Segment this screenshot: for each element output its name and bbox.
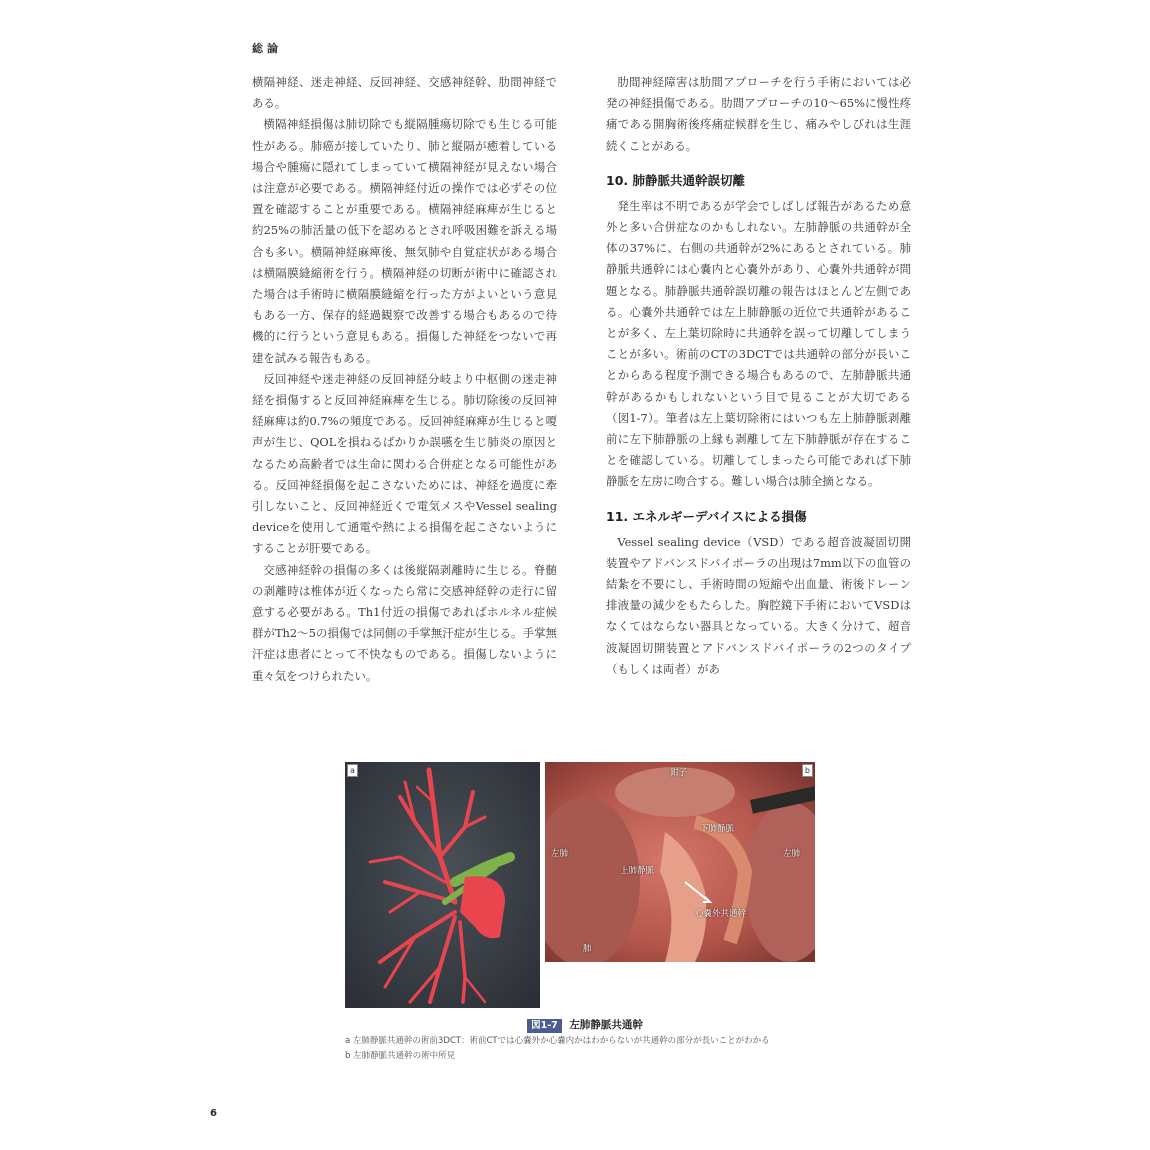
right-intro-paragraph: 肋間神経障害は肋間アプローチを行う手術においては必発の神経損傷である。肋間アプローチの10〜65%に慢性疼痛である開胸術後疼痛症候群を生じ、痛みやしびれは生涯続くことがある。 (606, 75, 911, 153)
left-column (252, 72, 557, 687)
caption-title-row (345, 1018, 825, 1033)
section-10-body: 発生率は不明であるが学会でしばしば報告があるため意外と多い合併症なのかもしれない。左肺静脈の共通幹が全体の37%に、右側の共通幹が2%にあるとされている。肺静脈共通幹には心嚢内と心嚢外があり、心嚢外共通幹が問題となる。肺静脈共通幹誤切離の報告はほとんど左側である。心嚢外共通幹では左上肺静脈の近位で共通幹があることが多く、左上葉切除時に共通幹を誤って切離してしまうことが多い。術前のCTの3DCTでは共通幹の部分が長いことからある程度予測できる場合もあるので、左肺静脈共通幹があるかもしれないという目で見ることが大切である（図1-7）。筆者は左上葉切除術にはいつも左上肺静脈剥離前に左下肺静脈の上縁も剥離して左下肺静脈が存在することを確認している。切離してしまったら可能であれば下肺静脈を左房に吻合する。難しい場合は肺全摘となる。 (606, 198, 911, 489)
photo-label-inferior-pulmonary-vein: 下肺静脈 (700, 824, 735, 834)
panel-a-tag: a (347, 764, 358, 777)
photo-label-forceps: 鉗子 (670, 768, 688, 778)
photo-label-left-lung-2: 左肺 (783, 849, 801, 859)
section-heading-10: 10. 肺静脈共通幹誤切離 (606, 172, 745, 188)
photo-label-left-lung: 左肺 (551, 849, 569, 859)
figure-caption (345, 1018, 825, 1063)
caption-title: 左肺静脈共通幹 (569, 1019, 643, 1031)
caption-line-b: b 左肺静脈共通幹の術中所見 (345, 1051, 456, 1061)
surgical-photo-illustration (545, 762, 815, 962)
left-paragraph: 横隔神経損傷は肺切除でも縦隔腫瘍切除でも生じる可能性がある。肺癌が接していたり、肺と縦隔が癒着している場合や腫瘍に隠れてしまっていて横隔神経が見えない場合は注意が必要である。横隔神経付近の操作では必ずその位置を確認することが重要である。横隔神経麻痺が生じると約25%の肺活量の低下を認めるとされ呼吸困難を訴える場合も多い。横隔神経麻痺後、無気肺や自覚症状がある場合は横隔膜縫縮術を行う。横隔神経の切断が術中に確認された場合は手術時に横隔膜縫縮を行った方がよいという意見もある一方、保存的経過観察で改善する場合もあるので待機的に行うという意見もある。損傷した神経をつないで再建を試みる報告もある。 (252, 117, 557, 365)
section-heading-11: 11. エネルギーデバイスによる損傷 (606, 508, 807, 524)
right-column (606, 72, 911, 680)
photo-label-lung: 肺 (583, 944, 592, 954)
caption-line-a: a 左肺静脈共通幹の術前3DCT：術前CTでは心嚢外か心嚢内かはわからないが共通幹の部分が長いことがわかる (345, 1036, 770, 1046)
page-number: 6 (210, 1108, 217, 1119)
3dct-vessel-illustration (345, 762, 540, 1008)
figure-1-7 (345, 762, 815, 1012)
figure-number-badge: 図1-7 (527, 1019, 562, 1033)
photo-label-superior-pulmonary-vein: 上肺静脈 (620, 866, 655, 876)
photo-label-common-trunk: 心嚢外共通幹 (695, 909, 747, 919)
left-paragraph: 交感神経幹の損傷の多くは後縦隔剥離時に生じる。脊髄の剥離時は椎体が近くなったら常に交感神経幹の走行に留意する必要がある。Th1付近の損傷であればホルネル症候群がTh2〜5の損傷では同側の手掌無汗症が生じる。手掌無汗症は患者にとって不快なものである。損傷しないように重々気をつけられたい。 (252, 562, 557, 683)
running-head: 総論 (252, 42, 282, 55)
section-11-body: Vessel sealing device（VSD）である超音波凝固切開装置やアドバンスドバイポーラの出現は7mm以下の血管の結紮を不要にし、手術時間の短縮や出血量、術後ドレーン排液量の減少をもたらした。胸腔鏡下手術においてVSDはなくてはならない器具となっている。大きく分けて、超音波凝固切開装置とアドバンスドバイポーラの2つのタイプ（もしくは両者）があ (606, 534, 911, 676)
panel-b-tag: b (802, 764, 813, 777)
figure-panel-b-surgical-photo (545, 762, 815, 962)
figure-panel-a-3dct (345, 762, 540, 1008)
left-paragraph: 横隔神経、迷走神経、反回神経、交感神経幹、肋間神経である。 (252, 75, 557, 111)
left-paragraph: 反回神経や迷走神経の反回神経分岐より中枢側の迷走神経を損傷すると反回神経麻痺を生じる。肺切除後の反回神経麻痺は約0.7%の頻度である。反回神経麻痺が生じると嗄声が生じ、QOLを損ねるばかりか誤嚥を生じ肺炎の原因となるため高齢者では生命に関わる合併症となる可能性がある。反回神経損傷を起こさないためには、神経を過度に牽引しないこと、反回神経近くで電気メスやVessel sealing deviceを使用して通電や熱による損傷を起こさないようにすることが肝要である。 (252, 371, 557, 556)
